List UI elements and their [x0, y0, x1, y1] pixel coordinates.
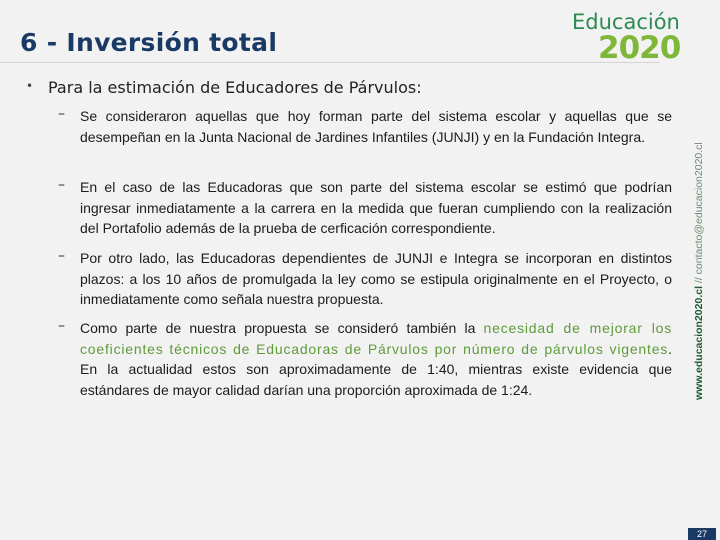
sub-item-coeficientes	[58, 318, 672, 400]
sub-item-text: Por otro lado, las Educadoras dependientes de JUNJI e Integra se incorporan en distintos plazos: a los 10 años de promulgada la ley como se estipula originalmente en el Proyecto, o inmediatamente como señala nuestra propuesta.	[80, 250, 672, 307]
title-divider	[0, 62, 660, 63]
sub-item-text: En el caso de las Educadoras que son parte del sistema escolar se estimó que podrían ingresar inmediatamente a la carrera en la medida que fueran cumpliendo con la realización del Portafolio además de la prueba de cerficación correspondiente.	[80, 179, 672, 236]
contact-email-link[interactable]: contacto@educacion2020.cl	[693, 142, 705, 275]
banner-separator: //	[693, 274, 705, 286]
website-link[interactable]: www.educacion2020.cl	[693, 286, 705, 400]
sub-item-plazos	[58, 248, 672, 310]
bullet-text: Para la estimación de Educadores de Párvulos:	[48, 78, 422, 97]
dash-marker: –	[58, 248, 65, 264]
logo-year: 2020	[598, 30, 681, 66]
page-number: 27	[688, 528, 716, 540]
sub-item-junji-integra	[58, 106, 672, 147]
side-banner	[688, 100, 710, 400]
dash-marker: –	[58, 318, 65, 334]
dash-marker: –	[58, 177, 65, 193]
dash-marker: –	[58, 106, 65, 122]
logo-word: Educación	[572, 10, 680, 34]
highlighted-phrase: necesidad de mejorar los coeficientes técnicos de Educadoras de Párvulos por número de párvulos vigentes	[80, 320, 672, 357]
side-banner-text	[688, 100, 710, 400]
sub-item-sistema-escolar	[58, 177, 672, 239]
sub-item-text	[80, 318, 672, 400]
educacion-2020-logo	[568, 10, 680, 66]
text-before-highlight: Como parte de nuestra propuesta se consideró también la	[80, 320, 484, 336]
bullet-symbol: •	[26, 79, 34, 93]
text-after-highlight: . En la actualidad estos son aproximadamente de 1:40, mientras existe evidencia que estándares de mayor calidad darían una proporción aproximada de 1:24.	[80, 340, 672, 398]
sub-item-text: Se consideraron aquellas que hoy forman parte del sistema escolar y aquellas que se desempeñan en la Junta Nacional de Jardines Infantiles (JUNJI) y en la Fundación Integra.	[80, 108, 672, 145]
slide-title: 6 - Inversión total	[20, 28, 278, 57]
